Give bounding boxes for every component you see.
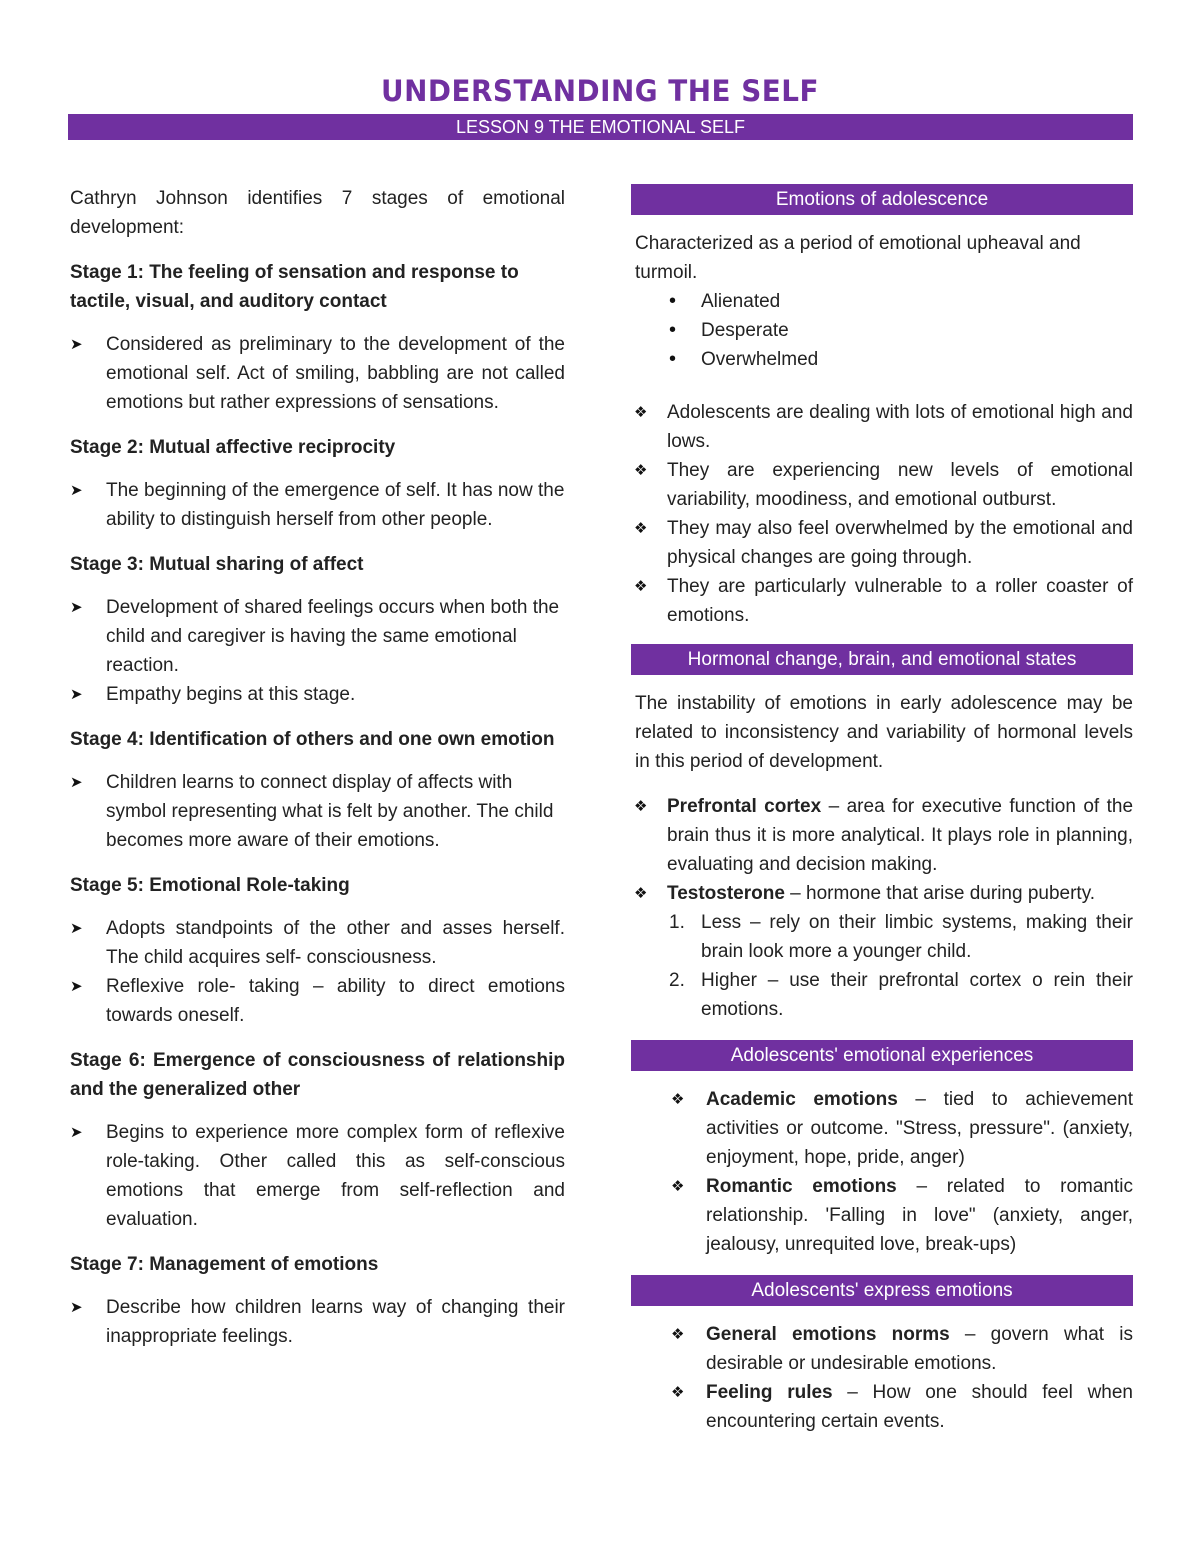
- stage-3-point: ➤ Development of shared feelings occurs when both the child and caregiver is having the same emotional reaction.: [70, 593, 565, 680]
- adolescence-point: ❖ They are particularly vulnerable to a roller coaster of emotions.: [631, 572, 1133, 630]
- section-heading-express: Adolescents' express emotions: [631, 1275, 1133, 1306]
- stage-5-point: ➤ Reflexive role- taking – ability to direct emotions towards oneself.: [70, 972, 565, 1030]
- stage-4-title: Stage 4: Identification of others and one own emotion: [70, 729, 555, 750]
- list-item: • Desperate: [631, 316, 1133, 345]
- term-text: – govern what is desirable or undesirable emotions.: [706, 1324, 1133, 1374]
- list-item: • Overwhelmed: [631, 345, 1133, 374]
- stage-5-point: ➤ Adopts standpoints of the other and asses herself. The child acquires self- consciousness.: [70, 914, 565, 972]
- term-text: – related to romantic relationship. 'Falling in love" (anxiety, anger, jealousy, unrequited love, break-ups): [706, 1176, 1133, 1255]
- section-heading-adolescence: Emotions of adolescence: [631, 184, 1133, 215]
- stage-3-title: Stage 3: Mutual sharing of affect: [70, 554, 364, 575]
- term: Romantic emotions: [706, 1176, 897, 1197]
- adolescence-intro: Characterized as a period of emotional upheaval and turmoil.: [635, 233, 1081, 283]
- stage-1-title: Stage 1: The feeling of sensation and response to tactile, visual, and auditory contact: [70, 262, 519, 312]
- item-text: Higher – use their prefrontal cortex o rein their emotions.: [701, 970, 1133, 1020]
- stage-3-point: ➤ Empathy begins at this stage.: [70, 680, 565, 709]
- section-heading-hormonal: Hormonal change, brain, and emotional states: [631, 644, 1133, 675]
- hormonal-point: [631, 879, 1133, 908]
- express-point: [631, 1320, 1133, 1378]
- lesson-banner: LESSON 9 THE EMOTIONAL SELF: [68, 114, 1133, 140]
- express-point: [631, 1378, 1133, 1436]
- term-text: – hormone that arise during puberty.: [784, 883, 1096, 904]
- adolescence-point: ❖ They are experiencing new levels of emotional variability, moodiness, and emotional outburst.: [631, 456, 1133, 514]
- experience-point: [631, 1172, 1133, 1259]
- item-number: 2.: [669, 970, 685, 991]
- term-text: – area for executive function of the brain thus it is more analytical. It plays role in planning, evaluating and decision making.: [667, 796, 1134, 875]
- numbered-item: [631, 966, 1133, 1024]
- right-column: [631, 184, 1133, 1436]
- term-text: – tied to achievement activities or outcome. "Stress, pressure". (anxiety, enjoyment, hope, pride, anger): [706, 1089, 1134, 1168]
- stage-2-point: ➤ The beginning of the emergence of self. It has now the ability to distinguish herself from other people.: [70, 476, 565, 534]
- section-heading-experiences: Adolescents' emotional experiences: [631, 1040, 1133, 1071]
- item-number: 1.: [669, 912, 685, 933]
- stage-1-point: ➤ Considered as preliminary to the development of the emotional self. Act of smiling, babbling are not called emotions but rather expressions of sensations.: [70, 330, 565, 417]
- item-text: Less – rely on their limbic systems, making their brain look more a younger child.: [701, 912, 1133, 962]
- stage-6-point: ➤ Begins to experience more complex form of reflexive role-taking. Other called this as self-conscious emotions that emerge from self-reflection and evaluation.: [70, 1118, 565, 1234]
- stage-7-title: Stage 7: Management of emotions: [70, 1254, 379, 1275]
- term: Feeling rules: [706, 1382, 833, 1403]
- stage-4-point: ➤ Children learns to connect display of affects with symbol representing what is felt by another. The child becomes more aware of their emotions.: [70, 768, 565, 855]
- term: Academic emotions: [706, 1089, 898, 1110]
- stage-6-title: Stage 6: Emergence of consciousness of relationship and the generalized other: [70, 1050, 565, 1100]
- page-title: UNDERSTANDING THE SELF: [381, 74, 819, 108]
- adolescence-point: ❖ Adolescents are dealing with lots of emotional high and lows.: [631, 398, 1133, 456]
- term: General emotions norms: [706, 1324, 950, 1345]
- term: Prefrontal cortex: [667, 796, 822, 817]
- stage-7-point: ➤ Describe how children learns way of changing their inappropriate feelings.: [70, 1293, 565, 1351]
- term: Testosterone: [667, 883, 785, 904]
- list-item: • Alienated: [631, 287, 1133, 316]
- numbered-item: [631, 908, 1133, 966]
- term-text: – How one should feel when encountering certain events.: [706, 1382, 1134, 1432]
- experience-point: [631, 1085, 1133, 1172]
- stage-2-title: Stage 2: Mutual affective reciprocity: [70, 437, 396, 458]
- left-column: [70, 184, 565, 1351]
- hormonal-point: [631, 792, 1133, 879]
- stage-5-title: Stage 5: Emotional Role-taking: [70, 875, 350, 896]
- intro-text: Cathryn Johnson identifies 7 stages of emotional development:: [70, 188, 565, 238]
- adolescence-point: ❖ They may also feel overwhelmed by the emotional and physical changes are going through.: [631, 514, 1133, 572]
- hormonal-intro: The instability of emotions in early adolescence may be related to inconsistency and variability of hormonal levels in this period of development.: [635, 693, 1133, 772]
